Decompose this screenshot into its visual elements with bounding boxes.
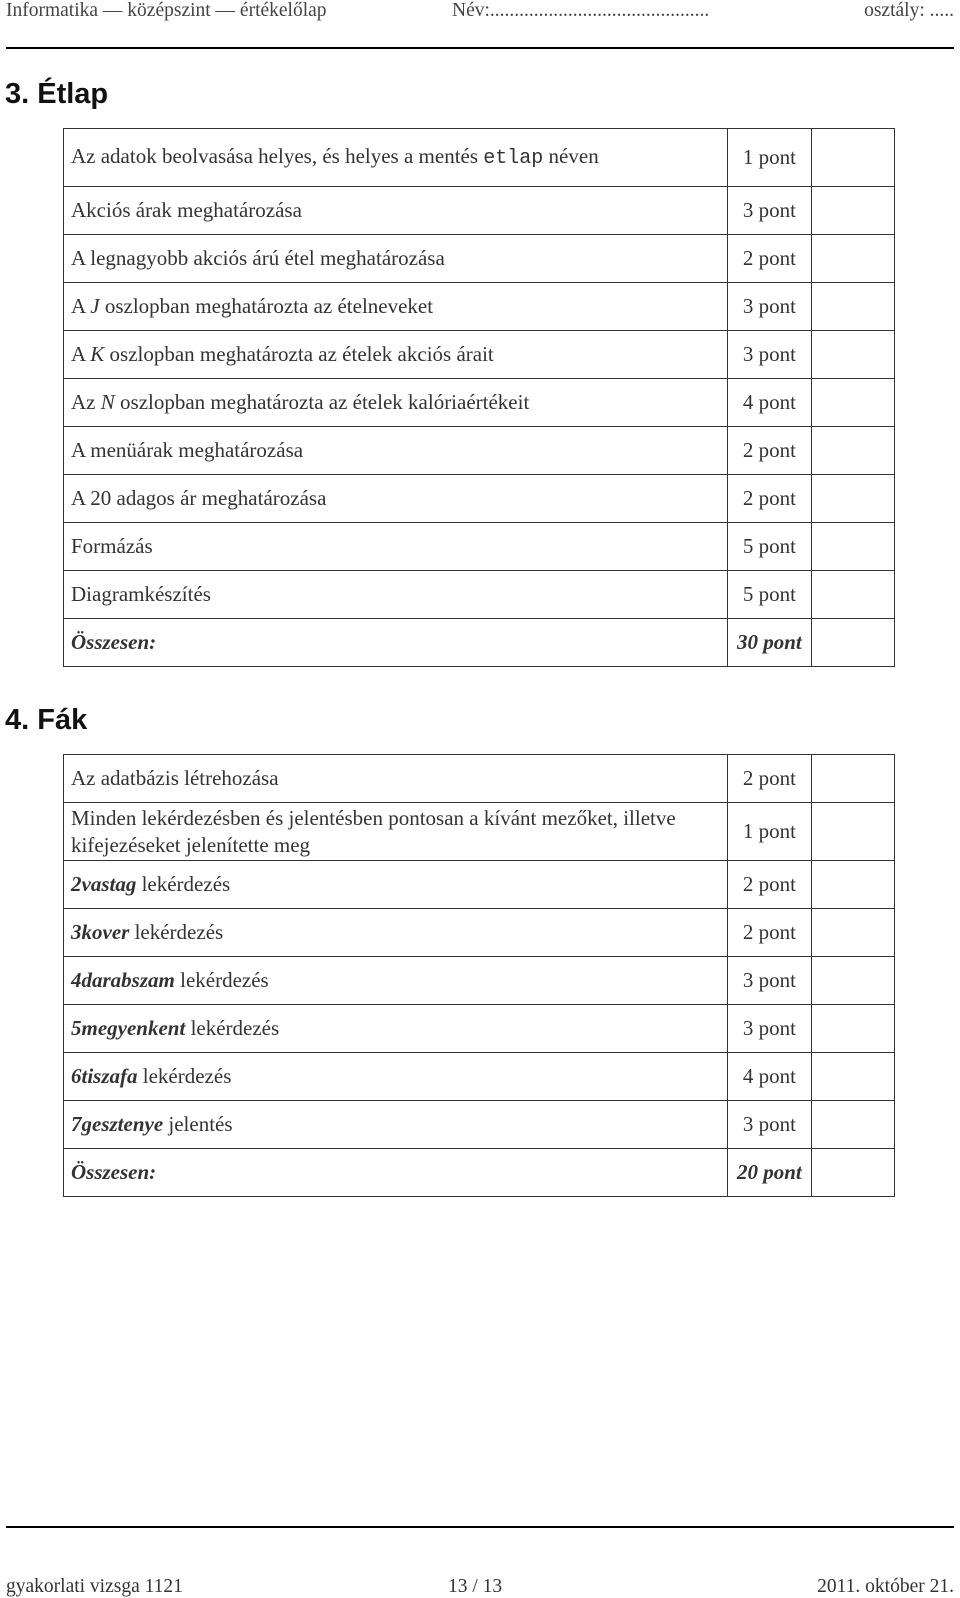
filename-code: etlap bbox=[483, 147, 544, 170]
criterion-cell: 6tiszafa lekérdezés bbox=[64, 1053, 728, 1101]
score-entry-cell bbox=[811, 379, 894, 427]
criterion-cell: A J oszlopban meghatározta az ételneveket bbox=[64, 283, 728, 331]
total-label: Összesen: bbox=[64, 619, 728, 667]
header-name-field: Név:............................................. bbox=[452, 0, 710, 21]
report-name: 7gesztenye bbox=[71, 1112, 164, 1136]
criterion-cell: 3kover lekérdezés bbox=[64, 909, 728, 957]
points-cell: 1 pont bbox=[728, 129, 811, 187]
score-entry-cell bbox=[811, 1149, 894, 1197]
points-cell: 5 pont bbox=[728, 523, 811, 571]
criterion-cell: Akciós árak meghatározása bbox=[64, 187, 728, 235]
points-cell: 3 pont bbox=[728, 957, 811, 1005]
criterion-cell: Formázás bbox=[64, 523, 728, 571]
query-name: 3kover bbox=[71, 920, 130, 944]
points-cell: 4 pont bbox=[728, 1053, 811, 1101]
table-row bbox=[64, 755, 895, 803]
points-cell: 2 pont bbox=[728, 475, 811, 523]
section-title-etlap: 3. Étlap bbox=[5, 78, 109, 110]
score-entry-cell bbox=[811, 803, 894, 861]
table-row bbox=[64, 1053, 895, 1101]
score-entry-cell bbox=[811, 129, 894, 187]
score-entry-cell bbox=[811, 1101, 894, 1149]
footer-date: 2011. október 21. bbox=[817, 1576, 954, 1597]
criterion-cell: Diagramkészítés bbox=[64, 571, 728, 619]
criterion-cell: 7gesztenye jelentés bbox=[64, 1101, 728, 1149]
score-entry-cell bbox=[811, 187, 894, 235]
criterion-cell: A 20 adagos ár meghatározása bbox=[64, 475, 728, 523]
table-row bbox=[64, 909, 895, 957]
table-row bbox=[64, 523, 895, 571]
criterion-cell: Az adatbázis létrehozása bbox=[64, 755, 728, 803]
points-cell: 2 pont bbox=[728, 861, 811, 909]
points-cell: 4 pont bbox=[728, 379, 811, 427]
points-cell: 2 pont bbox=[728, 755, 811, 803]
points-cell: 2 pont bbox=[728, 235, 811, 283]
total-points: 20 pont bbox=[728, 1149, 811, 1197]
score-entry-cell bbox=[811, 861, 894, 909]
query-name: 2vastag bbox=[71, 872, 137, 896]
scoring-table-fak bbox=[63, 754, 895, 1197]
header-subject: Informatika — középszint — értékelőlap bbox=[6, 0, 327, 21]
points-cell: 3 pont bbox=[728, 1005, 811, 1053]
score-entry-cell bbox=[811, 523, 894, 571]
query-name: 6tiszafa bbox=[71, 1064, 138, 1088]
section-title-fak: 4. Fák bbox=[5, 704, 88, 736]
criterion-cell: 2vastag lekérdezés bbox=[64, 861, 728, 909]
score-entry-cell bbox=[811, 331, 894, 379]
criterion-cell: 5megyenkent lekérdezés bbox=[64, 1005, 728, 1053]
score-entry-cell bbox=[811, 283, 894, 331]
footer-page-number: 13 / 13 bbox=[448, 1576, 503, 1597]
points-cell: 2 pont bbox=[728, 427, 811, 475]
header-class-field: osztály: ..... bbox=[864, 0, 954, 21]
points-cell: 3 pont bbox=[728, 187, 811, 235]
scoring-table-etlap bbox=[63, 128, 895, 667]
score-entry-cell bbox=[811, 957, 894, 1005]
footer-exam-id: gyakorlati vizsga 1121 bbox=[6, 1576, 183, 1597]
criterion-cell: 4darabszam lekérdezés bbox=[64, 957, 728, 1005]
criterion-cell: Minden lekérdezésben és jelentésben pontosan a kívánt mezőket, illetve kifejezéseket jelenítette meg bbox=[64, 803, 728, 861]
table-row bbox=[64, 427, 895, 475]
table-row bbox=[64, 379, 895, 427]
table-row bbox=[64, 235, 895, 283]
score-entry-cell bbox=[811, 235, 894, 283]
table-row bbox=[64, 803, 895, 861]
criterion-cell: Az adatok beolvasása helyes, és helyes a mentés etlap néven bbox=[64, 129, 728, 187]
score-entry-cell bbox=[811, 755, 894, 803]
table-row bbox=[64, 475, 895, 523]
query-name: 4darabszam bbox=[71, 968, 175, 992]
table-row bbox=[64, 283, 895, 331]
points-cell: 3 pont bbox=[728, 1101, 811, 1149]
score-entry-cell bbox=[811, 1005, 894, 1053]
score-entry-cell bbox=[811, 1053, 894, 1101]
criterion-cell: A menüárak meghatározása bbox=[64, 427, 728, 475]
score-entry-cell bbox=[811, 571, 894, 619]
total-row bbox=[64, 619, 895, 667]
points-cell: 2 pont bbox=[728, 909, 811, 957]
page-footer bbox=[6, 1526, 954, 1597]
score-entry-cell bbox=[811, 909, 894, 957]
page-header bbox=[6, 0, 954, 49]
total-label: Összesen: bbox=[64, 1149, 728, 1197]
criterion-cell: A legnagyobb akciós árú étel meghatározása bbox=[64, 235, 728, 283]
table-row bbox=[64, 129, 895, 187]
score-entry-cell bbox=[811, 619, 894, 667]
points-cell: 1 pont bbox=[728, 803, 811, 861]
table-row bbox=[64, 331, 895, 379]
table-row bbox=[64, 1101, 895, 1149]
points-cell: 3 pont bbox=[728, 331, 811, 379]
total-row bbox=[64, 1149, 895, 1197]
table-row bbox=[64, 187, 895, 235]
table-row bbox=[64, 1005, 895, 1053]
score-entry-cell bbox=[811, 475, 894, 523]
score-entry-cell bbox=[811, 427, 894, 475]
criterion-cell: A K oszlopban meghatározta az ételek akciós árait bbox=[64, 331, 728, 379]
table-row bbox=[64, 861, 895, 909]
table-row bbox=[64, 571, 895, 619]
table-row bbox=[64, 957, 895, 1005]
points-cell: 3 pont bbox=[728, 283, 811, 331]
criterion-cell: Az N oszlopban meghatározta az ételek kalóriaértékeit bbox=[64, 379, 728, 427]
points-cell: 5 pont bbox=[728, 571, 811, 619]
total-points: 30 pont bbox=[728, 619, 811, 667]
query-name: 5megyenkent bbox=[71, 1016, 186, 1040]
